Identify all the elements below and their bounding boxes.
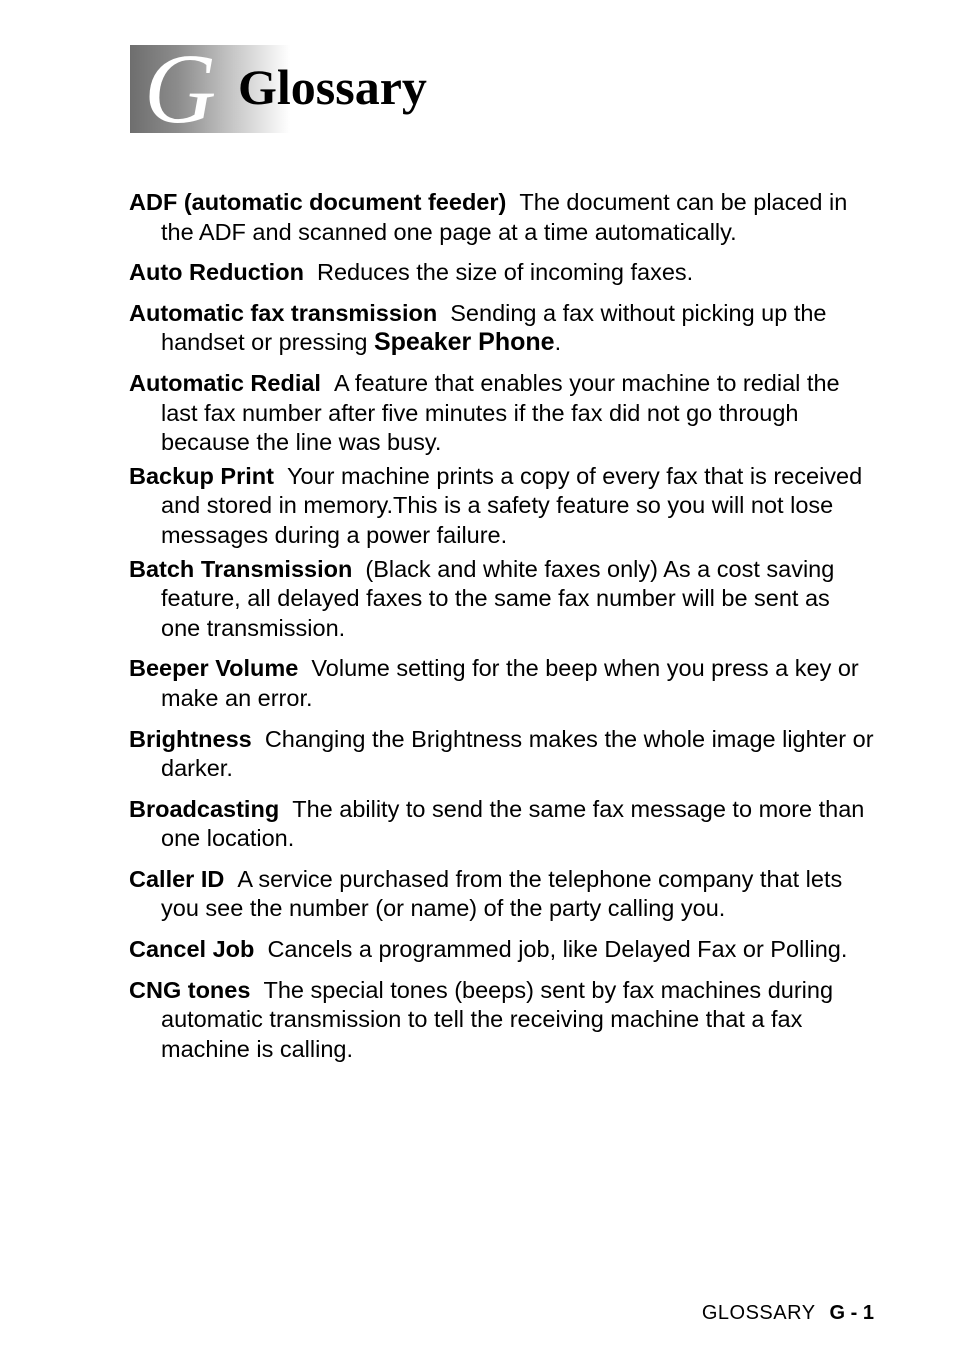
glossary-entry-caller-id	[129, 865, 874, 924]
glossary-definition: Your machine prints a copy of every fax that is received and stored in memory.This is a safety feature so you will not lose messages during a power failure.	[161, 462, 863, 548]
glossary-term: Auto Reduction	[129, 259, 304, 286]
glossary-definition: Reduces the size of incoming faxes.	[316, 259, 694, 286]
glossary-list	[129, 188, 874, 1064]
speaker-phone-key-label: Speaker Phone	[373, 328, 555, 357]
glossary-definition: A service purchased from the telephone company that lets you see the number (or name) of the party calling you.	[161, 865, 843, 922]
glossary-term: Backup Print	[129, 462, 274, 489]
glossary-entry-cancel-job	[129, 935, 874, 965]
glossary-term: ADF (automatic document feeder)	[129, 189, 507, 215]
glossary-entry-beeper-volume	[129, 654, 874, 713]
glossary-definition: Sending a fax without picking up the handset or pressing	[161, 299, 827, 356]
footer-section-name: GLOSSARY	[701, 1302, 816, 1324]
page-footer	[702, 1300, 874, 1326]
glossary-definition: (Black and white faxes only) As a cost saving feature, all delayed faxes to the same fax number will be sent as one transmission.	[161, 555, 835, 641]
glossary-entry-automatic-redial	[129, 369, 874, 458]
glossary-term: Broadcasting	[129, 795, 280, 822]
glossary-entry-adf	[129, 188, 874, 247]
glossary-definition-end: .	[554, 329, 562, 356]
glossary-entry-backup-print	[129, 462, 874, 551]
chapter-letter: G	[144, 33, 217, 144]
glossary-definition: Cancels a programmed job, like Delayed Fax or Polling.	[267, 936, 848, 963]
glossary-term: Automatic Redial	[129, 369, 321, 396]
glossary-term: Cancel Job	[129, 936, 255, 963]
glossary-term: Batch Transmission	[129, 555, 353, 582]
glossary-term: Brightness	[129, 725, 252, 752]
glossary-definition: A feature that enables your machine to redial the last fax number after five minutes if the fax did not go through because the line was busy.	[161, 369, 840, 456]
footer-page-number: G - 1	[829, 1302, 874, 1324]
chapter-header	[130, 33, 460, 144]
glossary-entry-broadcasting	[129, 795, 874, 854]
glossary-entry-batch-transmission	[129, 555, 874, 644]
glossary-entry-brightness	[129, 725, 874, 784]
glossary-definition: The document can be placed in the ADF and scanned one page at a time automatically.	[161, 189, 848, 245]
glossary-term: Caller ID	[129, 865, 225, 892]
glossary-term: Automatic fax transmission	[129, 299, 438, 326]
glossary-entry-automatic-fax-transmission	[129, 299, 874, 358]
glossary-definition: Volume setting for the beep when you press a key or make an error.	[161, 655, 859, 711]
glossary-definition: The ability to send the same fax message to more than one location.	[161, 795, 865, 852]
glossary-term: Beeper Volume	[129, 655, 299, 682]
glossary-definition: Changing the Brightness makes the whole image lighter or darker.	[161, 725, 874, 782]
glossary-entry-auto-reduction	[129, 258, 874, 288]
glossary-definition: The special tones (beeps) sent by fax machines during automatic transmission to tell the receiving machine that a fax machine is calling.	[161, 976, 834, 1062]
page-title: Glossary	[238, 59, 427, 115]
glossary-term: CNG tones	[129, 976, 251, 1003]
glossary-entry-cng-tones	[129, 976, 874, 1065]
